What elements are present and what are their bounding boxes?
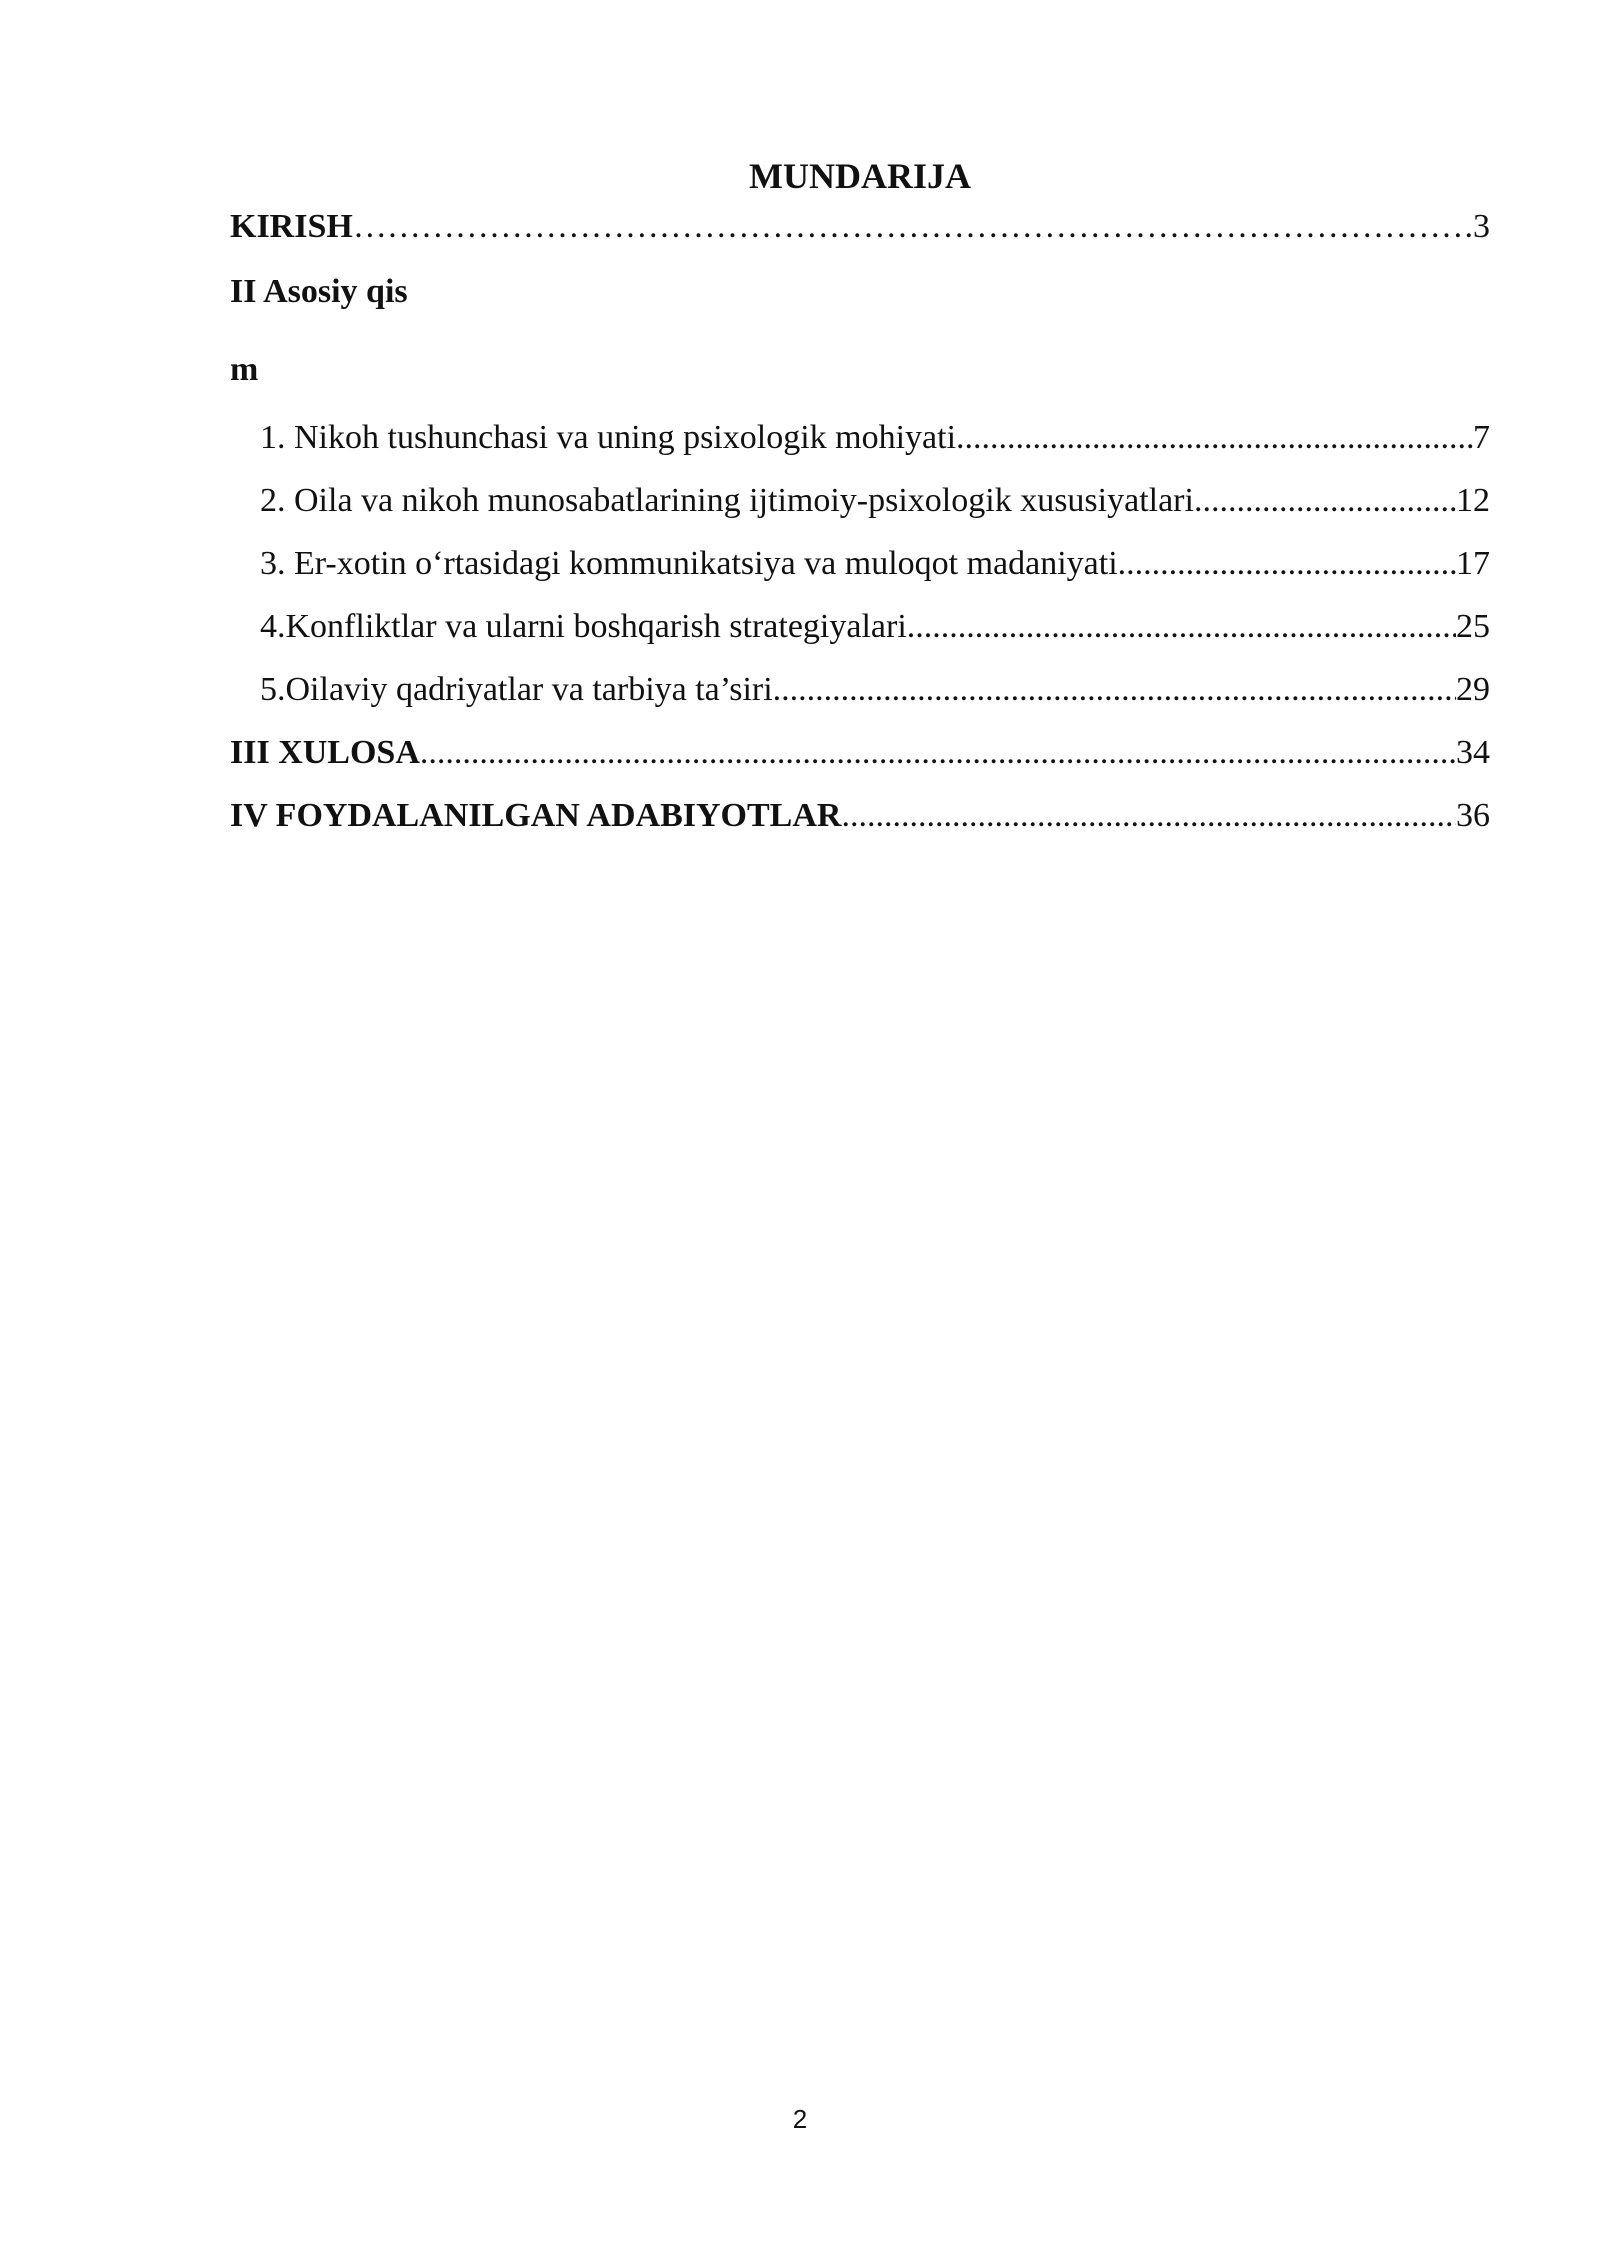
toc-entry-page: 29 [1456, 671, 1490, 708]
toc-entry-page: 25 [1456, 608, 1490, 645]
toc-entry-label: III XULOSA [230, 734, 420, 771]
toc-entry-sub-5[interactable] [230, 658, 1490, 721]
table-of-contents [230, 150, 1490, 847]
toc-leader-dots [773, 658, 1456, 721]
toc-entry-label: IV FOYDALANILGAN ADABIYOTLAR [230, 797, 842, 834]
toc-entry-page: 12 [1456, 482, 1490, 519]
toc-entry-sub-4[interactable] [230, 595, 1490, 658]
toc-title: MUNDARIJA [749, 156, 971, 196]
toc-leader-dots [907, 595, 1456, 658]
toc-entry-page: 36 [1456, 797, 1490, 834]
toc-entry-page: 34 [1456, 734, 1490, 771]
toc-entry-page: .3 [1464, 208, 1490, 245]
toc-leader-dots [841, 784, 1456, 847]
toc-entry-label: 4.Konfliktlar va ularni boshqarish strategiyalari [260, 608, 907, 645]
toc-entry-label: 1. Nikoh tushunchasi va uning psixologik mohiyati [260, 419, 957, 456]
toc-entry-references[interactable] [230, 784, 1490, 847]
page-number: 2 [792, 2104, 808, 2134]
toc-entry-label: 2. Oila va nikoh munosabatlarining ijtimoiy-psixologik xususiyatlari [260, 482, 1194, 519]
toc-entry-label: 3. Er-xotin o‘rtasidagi kommunikatsiya va muloqot madaniyati [260, 545, 1118, 582]
toc-entry-page: 7 [1473, 419, 1490, 456]
toc-entry-sub-1[interactable] [230, 406, 1490, 469]
toc-entry-intro[interactable] [230, 202, 1490, 252]
toc-entry-label: 5.Oilaviy qadriyatlar va tarbiya ta’siri [260, 671, 773, 708]
toc-leader-dots [353, 202, 1465, 252]
toc-entry-label: KIRISH [230, 208, 353, 245]
toc-entry-page: 17 [1456, 545, 1490, 582]
toc-section-heading[interactable]: II Asosiy qis [230, 273, 408, 310]
toc-leader-dots [1194, 469, 1456, 532]
toc-section-heading-continuation: m [230, 351, 259, 388]
toc-entry-sub-3[interactable] [230, 532, 1490, 595]
toc-leader-dots [956, 406, 1473, 469]
toc-leader-dots [1118, 532, 1456, 595]
toc-leader-dots [420, 721, 1456, 784]
toc-entry-conclusion[interactable] [230, 721, 1490, 784]
toc-entry-sub-2[interactable] [230, 469, 1490, 532]
